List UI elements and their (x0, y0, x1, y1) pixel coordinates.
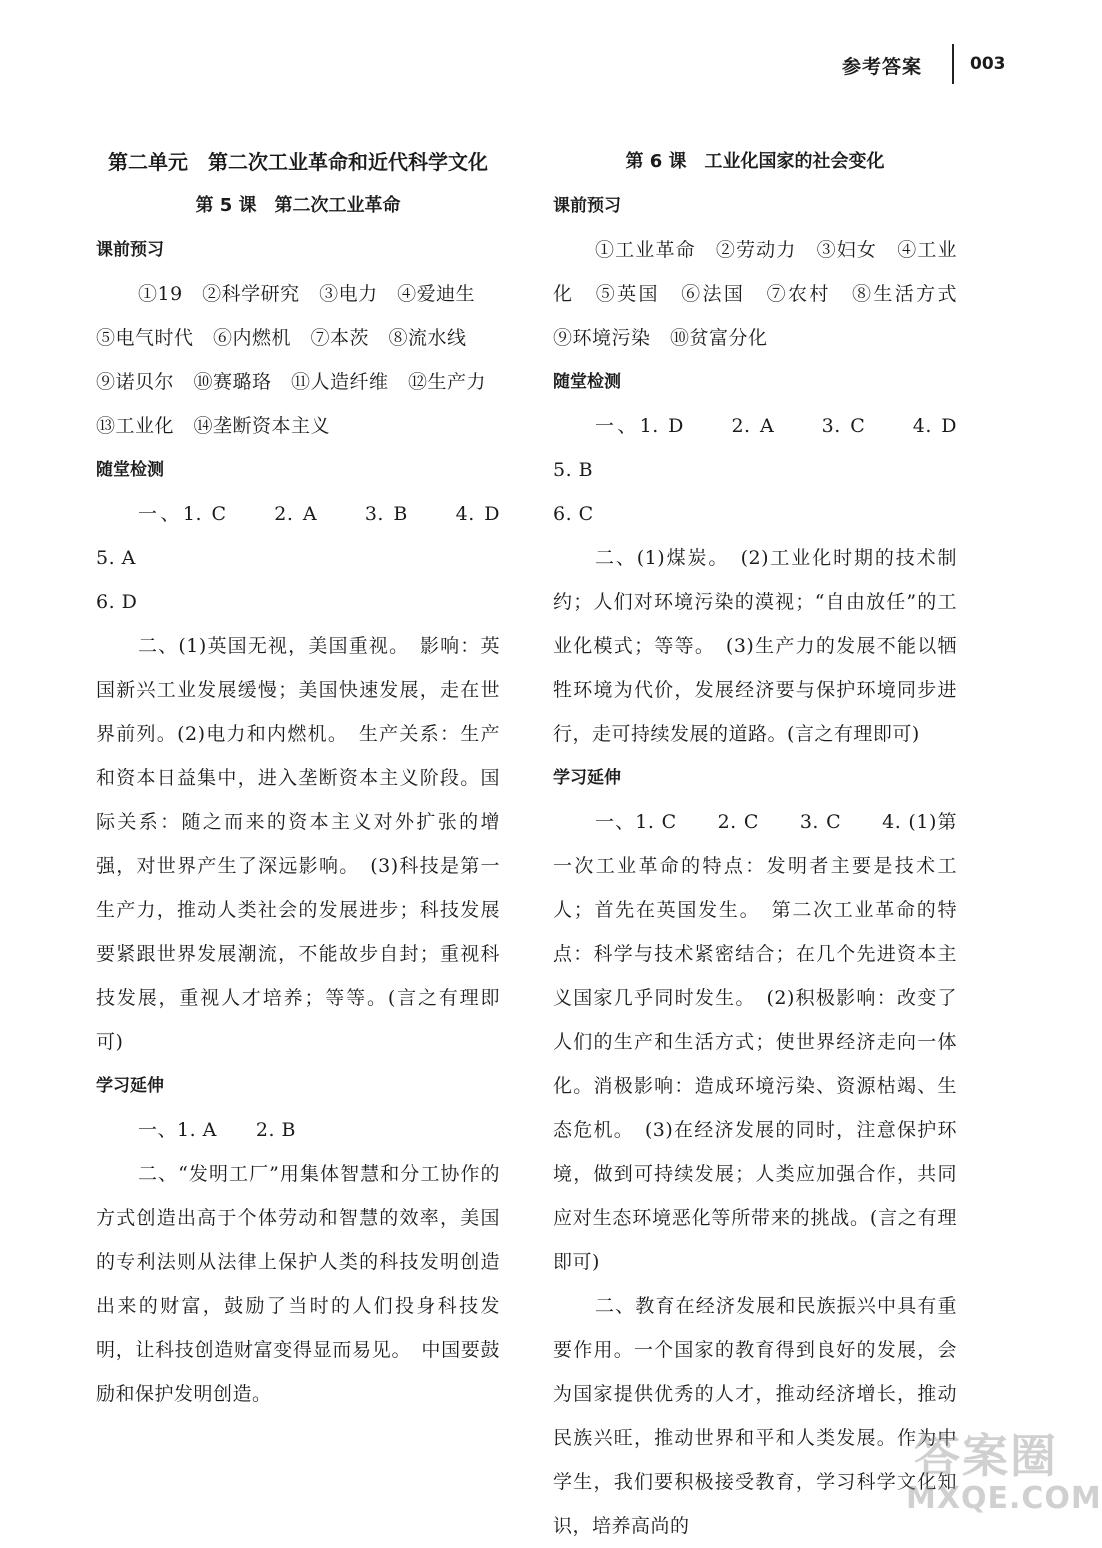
section-check-heading: 随堂检测 (96, 460, 164, 480)
preview-answers: ①工业革命 ②劳动力 ③妇女 ④工业化 ⑤英国 ⑥法国 ⑦农村 ⑧生活方式 ⑨环境污染 ⑩贫富分化 (553, 239, 977, 349)
header-title: 参考答案 (841, 56, 922, 78)
check-mc-answers-cont: 6. D (96, 591, 138, 613)
extend-q2-answer: 二、教育在经济发展和民族振兴中具有重要作用。一个国家的教育得到良好的发展，会为国家提供优秀的人才，推动经济增长，推动民族兴旺，推动世界和平和人类发展。作为中学生，我们要积极接受教育，学习科学文化知识，培养高尚的 (553, 1295, 957, 1537)
preview-line: ⑬工业化 ⑭垄断资本主义 (96, 415, 331, 437)
watermark-logo-text: 答案圈 (914, 1429, 1058, 1483)
extend-q2-answer: 二、“发明工厂”用集体智慧和分工协作的方式创造出高于个体劳动和智慧的效率，美国的专利法则从法律上保护人类的科技发明创造出来的财富，鼓励了当时的人们投身科技发明，让科技创造财富变得显而易见。 中国要鼓励和保护发明创造。 (96, 1163, 500, 1405)
site-watermark (906, 1429, 1102, 1530)
watermark-url: MXQE.COM (906, 1481, 1102, 1516)
check-q2-answer: 二、(1)煤炭。 (2)工业化时期的技术制约；人们对环境污染的漠视；“自由放任”的工业化模式；等等。 (3)生产力的发展不能以牺牲环境为代价，发展经济要与保护环境同步进行，走可持续发展的道路。(言之有理即可) (553, 547, 957, 745)
left-column (96, 140, 540, 1416)
check-mc-answers: 一、1. D 2. A 3. C 4. D 5. B (553, 415, 997, 481)
lesson-5-title: 第 5 课 第二次工业革命 (195, 195, 401, 216)
section-extend-heading: 学习延伸 (96, 1076, 164, 1096)
preview-line: ①19 ②科学研究 ③电力 ④爱迪生 (138, 283, 476, 305)
section-preview-heading: 课前预习 (96, 240, 164, 260)
lesson-6-title: 第 6 课 工业化国家的社会变化 (625, 151, 885, 172)
page-header (0, 44, 1080, 84)
check-q2-answer: 二、(1)英国无视，美国重视。 影响：英国新兴工业发展缓慢；美国快速发展，走在世界前列。(2)电力和内燃机。 生产关系：生产和资本日益集中，进入垄断资本主义阶段。国际关系：随之而来的资本主义对外扩张的增强，对世界产生了深远影响。 (3)科技是第一生产力，推动人类社会的发展进步；科技发展要紧跟世界发展潮流，不能故步自封；重视科技发展，重视人才培养；等等。(言之有理即可) (96, 635, 500, 1053)
section-extend-heading: 学习延伸 (553, 768, 621, 788)
extend-q1-answer: 一、1. C 2. C 3. C 4. (1)第一次工业革命的特点：发明者主要是技术工人；首先在英国发生。 第二次工业革命的特点：科学与技术紧密结合；在几个先进资本主义国家几乎同时发生。 (2)积极影响：改变了人们的生产和生活方式；使世界经济走向一体化。消极影响：造成环境污染、资源枯竭、生态危机。 (3)在经济发展的同时，注意保护环境，做到可持续发展；人类应加强合作，共同应对生态环境恶化等所带来的挑战。(言之有理即可) (553, 811, 957, 1273)
header-divider (952, 44, 954, 84)
extend-mc-answers: 一、1. A 2. B (138, 1119, 297, 1141)
unit-title: 第二单元 第二次工业革命和近代科学文化 (108, 150, 488, 174)
page-number: 003 (970, 54, 1006, 74)
section-preview-heading: 课前预习 (553, 196, 621, 216)
preview-line: ⑨诺贝尔 ⑩赛璐珞 ⑪人造纤维 ⑫生产力 (96, 371, 487, 393)
preview-line: ⑤电气时代 ⑥内燃机 ⑦本茨 ⑧流水线 (96, 327, 467, 349)
check-mc-answers-cont: 6. C (553, 503, 594, 525)
section-check-heading: 随堂检测 (553, 372, 621, 392)
check-mc-answers: 一、1. C 2. A 3. B 4. D 5. A (96, 503, 540, 569)
